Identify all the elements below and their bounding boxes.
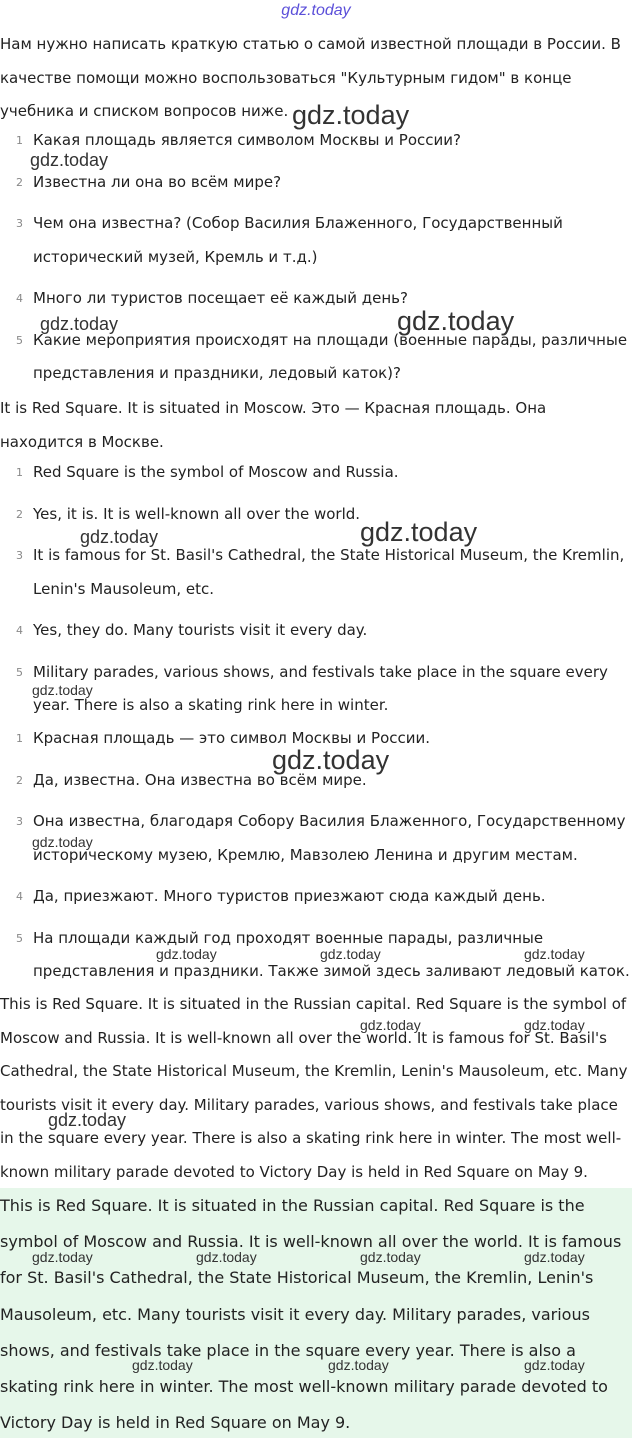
watermark: gdz.today: [292, 100, 410, 130]
question-text: Известна ли она во всём мире?: [33, 172, 282, 191]
watermark: gdz.today: [32, 1249, 93, 1265]
answer-text: Да, известна. Она известна во всём мире.: [33, 770, 367, 789]
watermark: gdz.today: [272, 745, 390, 775]
task-intro: Нам нужно написать краткую статью о самой известной площади в России. В качестве помощи можно воспользоваться "Культурным гидом" в конце учебника и списком вопросов ниже.: [0, 35, 621, 120]
answer-text: Да, приезжают. Много туристов приезжают сюда каждый день.: [33, 887, 546, 905]
final-essay-text: This is Red Square. It is situated in the Russian capital. Red Square is the symbol of Moscow and Russia. It is well-known all over the world. It is famous for St. Basil's Cathedral, the State Historical Museum, the Kremlin, Lenin's Mausoleum, etc. Many tourists visit it every day. Military parades, various shows, and festivals take place in the square every year. There is also a skating rink here in winter. The most well-known military parade devoted to Victory Day is held in Red Square on May 9.: [0, 1196, 622, 1433]
list-number: 5: [16, 665, 23, 679]
watermark: gdz.today: [524, 1017, 585, 1033]
list-item: [0, 614, 632, 648]
answer-text: It is famous for St. Basil's Cathedral, the State Historical Museum, the Kremlin, Lenin's Mausoleum, etc.: [33, 546, 625, 598]
list-number: 2: [16, 773, 23, 787]
watermark: gdz.today: [360, 1017, 421, 1033]
list-item: [0, 207, 632, 274]
list-number: 4: [16, 292, 23, 305]
answer-text: Military parades, various shows, and festivals take place in the square every year. There is also a skating rink here in winter.: [33, 662, 608, 714]
answer-text: Красная площадь — это символ Москвы и России.: [33, 729, 431, 747]
answer-text: Yes, they do. Many tourists visit it every day.: [33, 621, 368, 639]
watermark: gdz.today: [328, 1357, 389, 1373]
watermark: gdz.today: [80, 527, 159, 547]
watermark: gdz.today: [360, 1249, 421, 1265]
watermark: gdz.today: [524, 946, 585, 962]
list-number: 3: [16, 217, 23, 230]
watermark: gdz.today: [30, 150, 109, 170]
watermark: gdz.today: [32, 682, 93, 698]
list-number: 3: [16, 549, 23, 562]
watermark: gdz.today: [524, 1249, 585, 1265]
question-text: Какие мероприятия происходят на площади (военные парады, различные представления и праздники, ледовый каток)?: [33, 330, 628, 382]
answer-text: На площади каждый год проходят военные парады, различные представления и праздники. Также зимой здесь заливают ледовый каток.: [33, 928, 630, 980]
list-item: [0, 805, 632, 872]
list-item: [0, 456, 632, 490]
list-number: 1: [16, 732, 23, 745]
list-number: 4: [16, 890, 23, 903]
list-number: 5: [16, 333, 23, 347]
answer-text: Она известна, благодаря Собору Василия Блаженного, Государственному историческому музею, Кремлю, Мавзолею Ленина и другим местам.: [33, 812, 626, 864]
list-item: [0, 282, 632, 316]
answers-en-list: [0, 456, 632, 723]
watermark: gdz.today: [397, 306, 515, 336]
list-number: 4: [16, 624, 23, 637]
answer-text: Yes, it is. It is well-known all over the world.: [33, 504, 361, 523]
watermark: gdz.today: [48, 1110, 127, 1130]
list-number: 2: [16, 507, 23, 521]
watermark: gdz.today: [196, 1249, 257, 1265]
list-item: [0, 498, 632, 532]
site-logo[interactable]: gdz.today: [281, 2, 351, 19]
question-text: Много ли туристов посещает её каждый день?: [33, 289, 408, 307]
watermark: gdz.today: [40, 314, 119, 334]
question-text: Чем она известна? (Собор Василия Блаженного, Государственный исторический музей, Кремль и т.д.): [33, 214, 563, 266]
list-number: 3: [16, 815, 23, 828]
watermark: gdz.today: [132, 1357, 193, 1373]
watermark: gdz.today: [524, 1357, 585, 1373]
answer-text: Red Square is the symbol of Moscow and Russia.: [33, 463, 399, 481]
list-item: [0, 880, 632, 914]
answer-intro: It is Red Square. It is situated in Moscow. Это — Красная площадь. Она находится в Москве.: [0, 399, 547, 451]
list-number: 1: [16, 466, 23, 479]
list-number: 1: [16, 134, 23, 147]
list-item: [0, 656, 632, 723]
watermark: gdz.today: [32, 834, 93, 850]
question-text: Какая площадь является символом Москвы и России?: [33, 131, 461, 149]
list-number: 5: [16, 931, 23, 945]
watermark: gdz.today: [156, 946, 217, 962]
list-item: [0, 539, 632, 606]
watermark: gdz.today: [360, 517, 478, 547]
watermark: gdz.today: [320, 946, 381, 962]
list-number: 2: [16, 175, 23, 189]
essay-text: This is Red Square. It is situated in the Russian capital. Red Square is the symbol of Moscow and Russia. It is well-known all over the world. It is famous for St. Basil's Cathedral, the State Historical Museum, the Kremlin, Lenin's Mausoleum, etc. Many tourists visit it every day. Military parades, various shows, and festivals take place in the square every year. There is also a skating rink here in winter. The most well-known military parade devoted to Victory Day is held in Red Square on May 9.: [0, 995, 628, 1181]
